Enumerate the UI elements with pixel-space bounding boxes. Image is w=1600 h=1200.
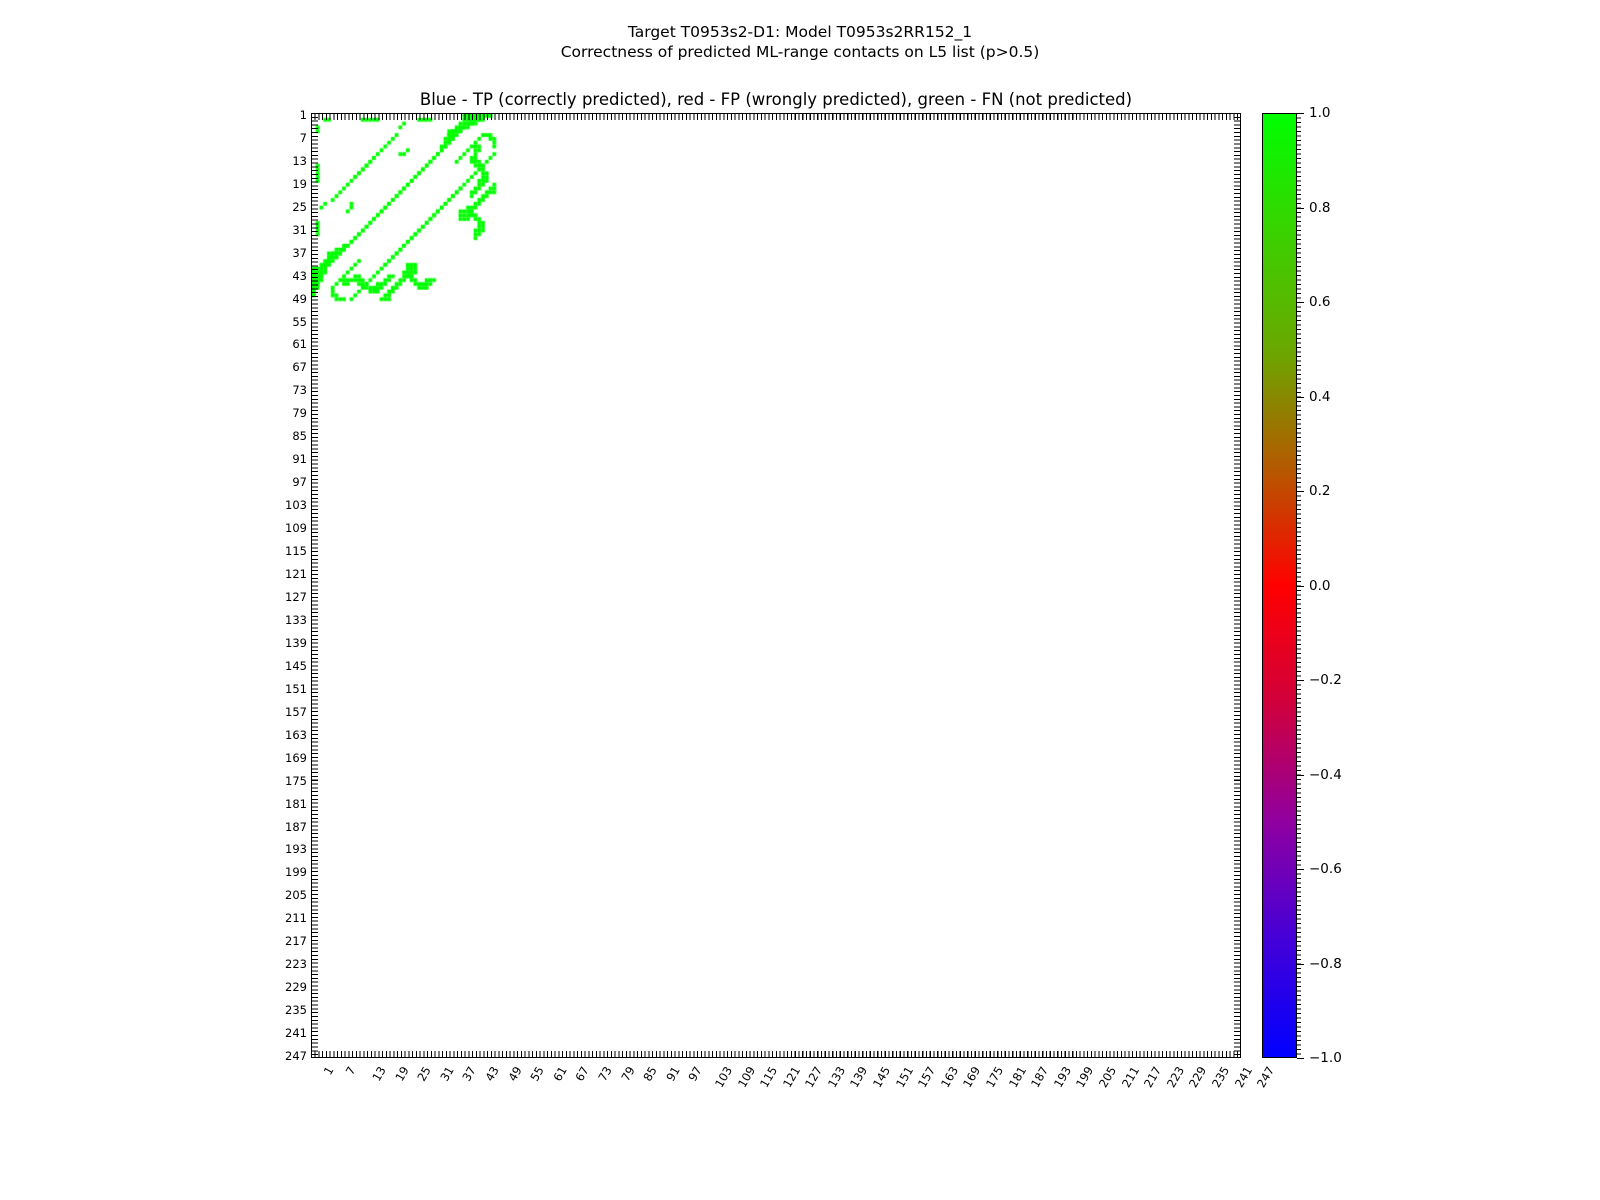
y-axis-tick-label: 73 xyxy=(292,383,307,398)
colorbar-tick-mark xyxy=(1297,680,1304,681)
y-axis-tick-label: 193 xyxy=(285,842,307,857)
x-axis-tick-label: 145 xyxy=(870,1064,894,1091)
y-axis-tick-label: 151 xyxy=(285,681,307,696)
y-axis-tick-label: 79 xyxy=(292,406,307,421)
colorbar xyxy=(1262,113,1297,1058)
x-axis-tick-label: 13 xyxy=(369,1064,389,1084)
y-axis-tick-label: 211 xyxy=(285,911,307,926)
y-axis-tick-label: 157 xyxy=(285,704,307,719)
y-axis-tick-label: 139 xyxy=(285,635,307,650)
x-axis-tick-label: 187 xyxy=(1028,1064,1052,1091)
x-axis-tick-label: 223 xyxy=(1163,1064,1187,1091)
colorbar-tick-mark xyxy=(1297,1058,1304,1059)
x-axis-tick-label: 181 xyxy=(1005,1064,1029,1091)
chart-legend-subtitle: Blue - TP (correctly predicted), red - FP (wrongly predicted), green - FN (not predicted) xyxy=(419,90,1133,109)
y-axis-tick-label: 223 xyxy=(285,957,307,972)
colorbar-tick-mark xyxy=(1297,869,1304,870)
y-axis-tick-label: 127 xyxy=(285,589,307,604)
x-axis-tick-label: 127 xyxy=(802,1064,826,1091)
x-axis-tick-label: 97 xyxy=(685,1064,706,1084)
x-axis-tick-label: 163 xyxy=(937,1064,961,1091)
y-axis-tick-label: 199 xyxy=(285,865,307,880)
x-axis-tick-label: 211 xyxy=(1118,1064,1142,1091)
y-axis-tick-label: 7 xyxy=(299,130,307,145)
y-axis-right-ticks xyxy=(1234,113,1240,1058)
x-axis-tick-label: 103 xyxy=(711,1064,735,1091)
colorbar-tick-label: 0.2 xyxy=(1309,483,1331,499)
y-axis-tick-label: 19 xyxy=(292,176,307,191)
contact-map-canvas xyxy=(312,114,1240,1057)
colorbar-tick-mark xyxy=(1297,208,1304,209)
x-axis-tick-label: 241 xyxy=(1231,1064,1255,1091)
x-axis-tick-label: 157 xyxy=(915,1064,939,1091)
x-axis-tick-label: 7 xyxy=(343,1064,359,1078)
y-axis-tick-label: 91 xyxy=(292,452,307,467)
y-axis-tick-label: 247 xyxy=(285,1049,307,1064)
y-axis-tick-label: 115 xyxy=(285,544,307,559)
colorbar-tick-mark xyxy=(1297,302,1304,303)
x-axis-tick-label: 73 xyxy=(595,1064,615,1084)
colorbar-tick-label: 0.4 xyxy=(1309,388,1331,405)
colorbar-tick-label: −0.4 xyxy=(1309,766,1342,783)
y-axis-tick-label: 133 xyxy=(285,612,307,627)
x-axis-tick-label: 151 xyxy=(892,1064,916,1091)
contact-map-plot-area xyxy=(311,113,1241,1058)
y-axis-tick-label: 97 xyxy=(292,475,307,490)
y-axis-tick-label: 181 xyxy=(285,796,307,811)
x-axis-tick-label: 121 xyxy=(779,1064,803,1091)
x-axis-tick-label: 31 xyxy=(437,1064,457,1084)
y-axis-tick-label: 217 xyxy=(285,934,307,949)
colorbar-tick-label: 0.6 xyxy=(1309,294,1331,310)
x-axis-tick-label: 19 xyxy=(391,1064,412,1084)
colorbar-tick-mark xyxy=(1297,491,1304,492)
y-axis-tick-label: 25 xyxy=(292,199,307,214)
x-axis-tick-label: 1 xyxy=(320,1064,337,1078)
colorbar-tick-label: 0.8 xyxy=(1309,199,1331,216)
y-axis-tick-label: 61 xyxy=(292,337,307,352)
x-axis-bottom-ticks xyxy=(311,1051,1241,1057)
y-axis-tick-label: 67 xyxy=(292,360,307,375)
y-axis-tick-label: 187 xyxy=(285,819,307,834)
y-axis-tick-label: 235 xyxy=(285,1003,307,1018)
x-axis-tick-label: 229 xyxy=(1186,1064,1210,1091)
colorbar-tick-label: −0.6 xyxy=(1309,861,1342,877)
y-axis-tick-label: 13 xyxy=(292,153,307,168)
x-axis-tick-label: 25 xyxy=(414,1064,434,1084)
x-axis-top-ticks xyxy=(311,114,1241,120)
x-axis-tick-label: 43 xyxy=(482,1064,502,1084)
x-axis-tick-label: 199 xyxy=(1073,1064,1097,1091)
x-axis-tick-label: 67 xyxy=(572,1064,593,1084)
x-axis-tick-label: 109 xyxy=(734,1064,758,1091)
y-axis-tick-label: 55 xyxy=(292,314,307,329)
colorbar-tick-label: −1.0 xyxy=(1309,1050,1342,1066)
y-axis-tick-label: 31 xyxy=(292,222,307,237)
x-axis-tick-label: 235 xyxy=(1208,1064,1232,1091)
y-axis-left-ticks xyxy=(312,113,318,1058)
x-axis-tick-label: 193 xyxy=(1050,1064,1074,1091)
colorbar-tick-mark xyxy=(1297,586,1304,587)
colorbar-tick-label: 1.0 xyxy=(1309,105,1331,121)
y-axis-tick-label: 121 xyxy=(285,567,307,582)
y-axis-tick-label: 103 xyxy=(285,498,307,513)
y-axis-tick-label: 241 xyxy=(285,1026,307,1041)
chart-title-line-2: Correctness of predicted ML-range contacts on L5 list (p>0.5) xyxy=(560,43,1040,61)
x-axis-tick-label: 115 xyxy=(757,1064,781,1091)
colorbar-tick-mark xyxy=(1297,775,1304,776)
y-axis-tick-label: 169 xyxy=(285,750,307,765)
x-axis-tick-label: 217 xyxy=(1141,1064,1165,1091)
x-axis-tick-label: 85 xyxy=(640,1064,660,1084)
x-axis-tick-label: 175 xyxy=(982,1064,1007,1091)
x-axis-tick-label: 247 xyxy=(1254,1064,1278,1091)
colorbar-tick-mark xyxy=(1297,397,1304,398)
y-axis-tick-label: 145 xyxy=(285,658,307,673)
y-axis-tick-label: 109 xyxy=(285,521,307,536)
x-axis-tick-label: 49 xyxy=(504,1064,525,1084)
x-axis-tick-label: 61 xyxy=(550,1064,570,1084)
y-axis-tick-label: 43 xyxy=(292,268,307,283)
colorbar-tick-label: −0.2 xyxy=(1309,672,1342,688)
x-axis-tick-label: 55 xyxy=(527,1064,547,1084)
colorbar-tick-mark xyxy=(1297,113,1304,114)
colorbar-tick-label: 0.0 xyxy=(1309,577,1331,594)
colorbar-tick-labels xyxy=(1297,105,1357,1066)
y-axis-tick-label: 37 xyxy=(292,245,307,260)
y-axis-tick-label: 229 xyxy=(285,980,307,995)
chart-title-block xyxy=(0,22,1600,62)
y-axis-tick-label: 175 xyxy=(285,773,307,788)
colorbar-tick-mark xyxy=(1297,964,1304,965)
y-axis-tick-label: 1 xyxy=(299,107,307,122)
y-axis-tick-label: 163 xyxy=(285,727,307,742)
x-axis-tick-label: 205 xyxy=(1095,1064,1120,1091)
chart-title-line-1: Target T0953s2-D1: Model T0953s2RR152_1 xyxy=(627,23,973,41)
colorbar-tick-label: −0.8 xyxy=(1309,955,1342,972)
x-axis-tick-label: 79 xyxy=(617,1064,638,1084)
x-axis-tick-label: 91 xyxy=(663,1064,683,1084)
x-axis-tick-label: 139 xyxy=(847,1064,871,1091)
y-axis-tick-label: 205 xyxy=(285,888,307,903)
x-axis-tick-label: 37 xyxy=(459,1064,480,1084)
y-axis-tick-label: 85 xyxy=(292,429,307,444)
x-axis-tick-label: 169 xyxy=(960,1064,984,1091)
y-axis-tick-label: 49 xyxy=(292,291,307,306)
x-axis-tick-label: 133 xyxy=(824,1064,848,1091)
